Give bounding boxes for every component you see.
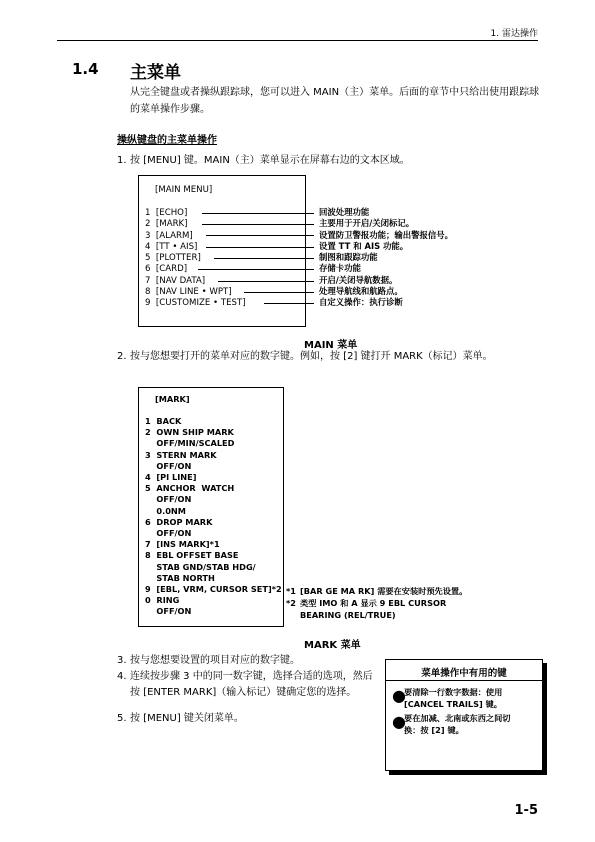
footnote-1-mark: *1 (286, 586, 296, 596)
menu-description: 设置防卫警报功能；输出警报信号。 (319, 229, 453, 240)
menu-description: 设置 TT 和 AIS 功能。 (319, 240, 409, 251)
leader-line (202, 224, 314, 225)
mark-menu-box (138, 387, 284, 627)
mark-menu-line: 0.0NM (145, 505, 186, 516)
step-text: 按 [MENU] 键关闭菜单。 (130, 713, 244, 724)
main-menu-item: 1 [ECHO] (145, 208, 188, 218)
mark-menu-line: OFF/ON (145, 460, 192, 471)
footnote-2: 类型 IMO 和 A 显示 9 EBL CURSOR BEARING (REL/TRUE) (300, 598, 447, 620)
tips-title: 菜单操作中有用的键 (421, 668, 507, 679)
step-2 (117, 349, 540, 383)
leader-line (264, 303, 314, 304)
step-text: 按与您想要设置的项目对应的数字键。 (130, 655, 300, 666)
step-number: 1. (117, 155, 127, 166)
header-rule (57, 40, 538, 41)
mark-menu-line: STAB NORTH (145, 572, 215, 583)
main-menu-box (138, 175, 306, 327)
menu-description: 开启/关闭导航数据。 (319, 274, 398, 285)
mark-menu-line: 4 [PI LINE] (145, 472, 197, 483)
step-number: 3. (117, 655, 127, 666)
step-text: 连续按步骤 3 中的同一数字键，选择合适的选项，然后按 [ENTER MARK]（输入标记）键确定您的选择。 (130, 671, 373, 698)
mark-menu-line: 5 ANCHOR WATCH (145, 483, 235, 494)
main-menu-item: 5 [PLOTTER] (145, 253, 201, 264)
main-menu-item: 9 [CUSTOMIZE • TEST] (145, 298, 246, 309)
tip-bullet-icon: ● (392, 686, 406, 705)
leader-line (244, 292, 314, 293)
tips-divider (386, 680, 542, 681)
mark-menu-list (145, 416, 282, 618)
mark-menu-line: OFF/ON (145, 606, 192, 617)
main-menu-descriptions (319, 207, 453, 309)
tip-bullet-icon: ● (392, 712, 406, 731)
mark-menu-line: 3 STERN MARK (145, 449, 217, 460)
footnote-1: [BAR GE MA RK] 需要在安装时预先设置。 (300, 586, 468, 596)
mark-menu-line: OFF/ON (145, 494, 192, 505)
main-menu-item: 4 [TT • AIS] (145, 241, 198, 252)
section-title: 主菜单 (130, 63, 181, 83)
mark-menu-line: 6 DROP MARK (145, 516, 213, 527)
leader-line (214, 258, 314, 259)
menu-description: 处理导航线和航路点。 (319, 286, 403, 297)
mark-menu-line: 8 EBL OFFSET BASE (145, 550, 239, 561)
main-menu-item: 6 [CARD] (145, 264, 188, 275)
running-header: 1. 雷达操作 (490, 29, 538, 39)
menu-description: 主要用于开启/关闭标记。 (319, 218, 415, 229)
menu-description: 存储卡功能 (319, 263, 361, 274)
main-menu-item: 2 [MARK] (145, 219, 188, 230)
step-text: 按与您想要打开的菜单对应的数字键。例如，按 [2] 键打开 MARK（标记）菜单。 (130, 351, 493, 362)
menu-description: 自定义操作：执行诊断 (319, 297, 403, 308)
mark-menu-title: [MARK] (155, 394, 190, 404)
main-menu-item: 7 [NAV DATA] (145, 275, 206, 286)
main-menu-item: 8 [NAV LINE • WPT] (145, 287, 232, 298)
tip-item: 要清除一行数字数据：使用 [CANCEL TRAILS] 键。 (404, 687, 503, 709)
mark-menu-line: 2 OWN SHIP MARK (145, 427, 234, 438)
leader-line (218, 281, 314, 282)
mark-menu-line: 7 [INS MARK]*1 (145, 539, 220, 550)
menu-description: 制图和跟踪功能 (319, 252, 378, 263)
mark-menu-line: 1 BACK (145, 416, 182, 426)
leader-line (198, 269, 314, 270)
mark-menu-line: OFF/MIN/SCALED (145, 438, 235, 449)
intro-paragraph: 从完全键盘或者操纵跟踪球，您可以进入 MAIN（主）菜单。后面的章节中只给出使用跟踪球的菜单操作步骤。 (130, 87, 540, 115)
menu-description: 回波处理功能 (319, 207, 370, 217)
tips-box (385, 659, 543, 771)
main-menu-caption: MAIN 菜单 (304, 340, 358, 351)
step-number: 5. (117, 713, 127, 724)
page-number: 1-5 (514, 803, 538, 818)
mark-menu-caption: MARK 菜单 (304, 640, 361, 651)
mark-menu-line: 0 RING (145, 595, 180, 606)
main-menu-item: 3 [ALARM] (145, 230, 193, 241)
step-number: 4. (117, 671, 127, 682)
leader-line (206, 247, 314, 248)
subheading: 操纵键盘的主菜单操作 (117, 135, 217, 146)
leader-line (206, 235, 314, 236)
step-text: 按 [MENU] 键。MAIN（主）菜单显示在屏幕右边的文本区域。 (130, 155, 410, 166)
step-number: 2. (117, 351, 127, 362)
section-number: 1.4 (72, 60, 99, 78)
mark-menu-line: STAB GND/STAB HDG/ (145, 561, 256, 572)
mark-menu-line: OFF/ON (145, 528, 192, 539)
tip-item: 要在加减、北南或东西之间切换：按 [2] 键。 (404, 713, 511, 735)
mark-menu-line: 9 [EBL, VRM, CURSOR SET]*2 (145, 584, 282, 595)
leader-line (202, 213, 314, 214)
footnote-2-mark: *2 (286, 598, 296, 608)
main-menu-title: [MAIN MENU] (155, 185, 213, 195)
